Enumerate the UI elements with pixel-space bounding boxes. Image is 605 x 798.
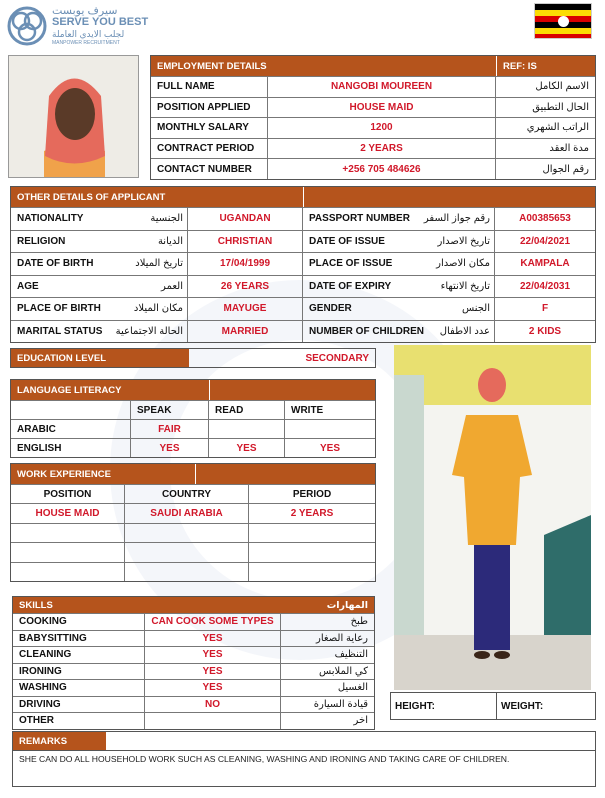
language-row — [11, 438, 375, 457]
language-col-header: READ — [209, 401, 285, 419]
details-right-value: A00385653 — [519, 213, 571, 225]
work-header-right — [195, 464, 375, 484]
details-left-label: NATIONALITY — [17, 213, 84, 225]
employment-row — [151, 138, 595, 159]
measurements — [390, 692, 596, 720]
language-row — [11, 419, 375, 438]
work-row — [11, 523, 375, 542]
work-col-header: COUNTRY — [125, 485, 249, 503]
details-right-label: DATE OF EXPIRY — [309, 280, 392, 292]
details-left-label: AGE — [17, 280, 39, 292]
skill-value — [145, 713, 281, 729]
work-country — [125, 543, 249, 561]
height-label: HEIGHT: — [391, 693, 497, 719]
skill-name: WASHING — [13, 680, 145, 696]
education-value: SECONDARY — [305, 352, 369, 364]
language-col-header: WRITE — [291, 404, 324, 416]
language-col-headers — [11, 400, 375, 419]
details-right-value: 22/04/2031 — [519, 280, 571, 292]
skill-arabic: طبخ — [350, 616, 368, 628]
details-left-value: MAYUGE — [188, 298, 303, 320]
details-right-arabic: رقم جواز السفر — [415, 208, 495, 230]
language-col-header: SPEAK — [131, 401, 209, 419]
language-name: ENGLISH — [11, 439, 131, 457]
work-header: WORK EXPERIENCE — [11, 464, 195, 484]
employment-label: MONTHLY SALARY — [151, 118, 268, 138]
work-country — [125, 563, 249, 581]
remarks — [12, 731, 596, 787]
logo-sub: MANPOWER RECRUITMENT — [52, 40, 120, 46]
skill-row — [13, 679, 374, 696]
skill-row — [13, 646, 374, 663]
skill-row — [13, 630, 374, 647]
details-left-arabic: العمر — [126, 276, 188, 298]
employment-header: EMPLOYMENT DETAILS — [151, 56, 496, 76]
details-row — [11, 297, 595, 320]
person-full-body-icon — [394, 345, 591, 690]
details-left-label: PLACE OF BIRTH — [17, 303, 101, 315]
employment-arabic: الحال التطبيق — [532, 101, 589, 113]
employment-row — [151, 158, 595, 179]
work-row — [11, 503, 375, 522]
work-col-headers — [11, 484, 375, 503]
skill-row — [13, 613, 374, 630]
skill-arabic: رعاية الصغار — [316, 632, 368, 644]
skill-value: YES — [145, 631, 281, 647]
details-left-label: DATE OF BIRTH — [17, 258, 94, 270]
details-row — [11, 230, 595, 253]
skill-name: OTHER — [13, 713, 145, 729]
details-right-value: KAMPALA — [520, 258, 570, 270]
other-details-header: OTHER DETAILS OF APPLICANT — [11, 187, 303, 207]
details-left-arabic: الديانة — [126, 231, 188, 253]
logo-arabic-sub: لجلب الايدي العاملة — [52, 29, 125, 39]
remarks-header: REMARKS — [13, 732, 106, 750]
details-row — [11, 275, 595, 298]
skill-name: CLEANING — [13, 647, 145, 663]
skill-arabic: كي الملابس — [319, 665, 368, 677]
details-left-label: MARITAL STATUS — [17, 325, 103, 337]
details-right-label: PLACE OF ISSUE — [309, 258, 393, 270]
employment-arabic: الاسم الكامل — [535, 81, 589, 93]
details-left-value: CHRISTIAN — [188, 231, 303, 253]
skill-value: YES — [145, 664, 281, 680]
details-row — [11, 320, 595, 343]
skill-value: YES — [145, 647, 281, 663]
company-logo — [6, 4, 149, 48]
employment-row — [151, 76, 595, 97]
details-right-value: F — [541, 303, 549, 315]
employment-label: POSITION APPLIED — [151, 98, 268, 118]
details-row — [11, 207, 595, 230]
work-row — [11, 542, 375, 561]
portrait-photo — [8, 55, 139, 178]
work-row — [11, 562, 375, 581]
language-write: YES — [319, 442, 340, 454]
skills-header — [13, 597, 374, 613]
work-experience — [10, 463, 376, 582]
details-right-label: GENDER — [309, 303, 352, 315]
details-left-value: 26 YEARS — [188, 276, 303, 298]
work-period — [249, 543, 375, 561]
work-period — [249, 563, 375, 581]
logo-name: SERVE YOU BEST — [52, 16, 149, 28]
skill-arabic: قيادة السيارة — [313, 698, 368, 710]
education-level — [10, 348, 376, 368]
details-row — [11, 252, 595, 275]
details-right-arabic: عدد الاطفال — [415, 321, 495, 343]
skill-name: IRONING — [13, 664, 145, 680]
employment-row — [151, 117, 595, 138]
full-body-photo — [394, 345, 591, 690]
details-right-arabic: الجنس — [415, 298, 495, 320]
remarks-text: SHE CAN DO ALL HOUSEHOLD WORK SUCH AS CLEANING, WASHING AND IRONING AND TAKING CARE OF CHILDREN. — [19, 754, 510, 764]
employment-arabic: رقم الجوال — [542, 163, 589, 175]
work-period: 2 YEARS — [290, 508, 334, 520]
skill-value: NO — [145, 697, 281, 713]
details-left-value: 17/04/1999 — [188, 253, 303, 275]
skill-value: CAN COOK SOME TYPES — [145, 614, 281, 630]
skill-arabic: اخر — [353, 715, 368, 727]
work-country — [125, 524, 249, 542]
details-right-label: DATE OF ISSUE — [309, 235, 385, 247]
details-left-arabic: الحالة الاجتماعية — [126, 321, 188, 343]
employment-label: CONTACT NUMBER — [151, 159, 268, 179]
details-right-value: 22/04/2021 — [519, 235, 571, 247]
employment-value: 2 YEARS — [268, 139, 496, 159]
employment-arabic: الراتب الشهري — [526, 122, 589, 134]
uganda-flag-icon — [534, 3, 592, 39]
details-left-value: UGANDAN — [188, 208, 303, 230]
work-position — [11, 563, 125, 581]
details-left-label: RELIGION — [17, 235, 66, 247]
language-header: LANGUAGE LITERACY — [11, 380, 209, 400]
employment-value: 1200 — [268, 118, 496, 138]
language-write — [285, 420, 375, 438]
employment-row — [151, 97, 595, 118]
language-col-blank — [11, 401, 131, 419]
other-details — [10, 186, 596, 343]
weight-label: WEIGHT: — [501, 700, 544, 712]
language-read: YES — [209, 439, 285, 457]
skill-row — [13, 712, 374, 729]
language-speak: YES — [131, 439, 209, 457]
skill-row — [13, 663, 374, 680]
language-name: ARABIC — [11, 420, 131, 438]
work-country: SAUDI ARABIA — [125, 504, 249, 522]
language-header-right — [209, 380, 375, 400]
details-right-arabic: تاريخ الانتهاء — [415, 276, 495, 298]
details-left-arabic: مكان الميلاد — [126, 298, 188, 320]
employment-label: FULL NAME — [151, 77, 268, 97]
skill-row — [13, 696, 374, 713]
details-right-label: NUMBER OF CHILDREN — [309, 325, 424, 337]
skill-name: BABYSITTING — [13, 631, 145, 647]
work-col-header: PERIOD — [292, 488, 332, 500]
work-position — [11, 543, 125, 561]
skill-arabic: الغسيل — [337, 682, 368, 694]
work-period — [249, 524, 375, 542]
other-details-header-right — [303, 187, 595, 207]
skill-arabic: التنظيف — [334, 649, 368, 661]
language-literacy — [10, 379, 376, 458]
details-right-value: 2 KIDS — [528, 325, 562, 337]
person-portrait-icon — [9, 56, 139, 178]
language-speak: FAIR — [131, 420, 209, 438]
skills — [12, 596, 375, 730]
work-position: HOUSE MAID — [11, 504, 125, 522]
work-col-header: POSITION — [11, 485, 125, 503]
details-left-value: MARRIED — [188, 321, 303, 343]
employment-value: NANGOBI MOUREEN — [268, 77, 496, 97]
logo-emblem-icon — [6, 4, 48, 48]
skills-title: SKILLS — [19, 599, 53, 611]
language-read — [209, 420, 285, 438]
employment-arabic: مدة العقد — [549, 143, 589, 155]
details-right-arabic: مكان الاصدار — [415, 253, 495, 275]
details-right-arabic: تاريخ الاصدار — [415, 231, 495, 253]
employment-value: HOUSE MAID — [268, 98, 496, 118]
skills-title-arabic: المهارات — [326, 599, 368, 611]
details-left-arabic: تاريخ الميلاد — [126, 253, 188, 275]
skill-name: DRIVING — [13, 697, 145, 713]
employment-details — [150, 55, 596, 180]
details-right-label: PASSPORT NUMBER — [309, 213, 410, 225]
education-label: EDUCATION LEVEL — [11, 349, 189, 367]
ref-label: REF: IS — [496, 56, 595, 76]
skill-name: COOKING — [13, 614, 145, 630]
work-position — [11, 524, 125, 542]
employment-value: +256 705 484626 — [268, 159, 496, 179]
employment-label: CONTRACT PERIOD — [151, 139, 268, 159]
logo-arabic: سيرف يوبست — [52, 5, 118, 17]
skill-value: YES — [145, 680, 281, 696]
details-left-arabic: الجنسية — [126, 208, 188, 230]
